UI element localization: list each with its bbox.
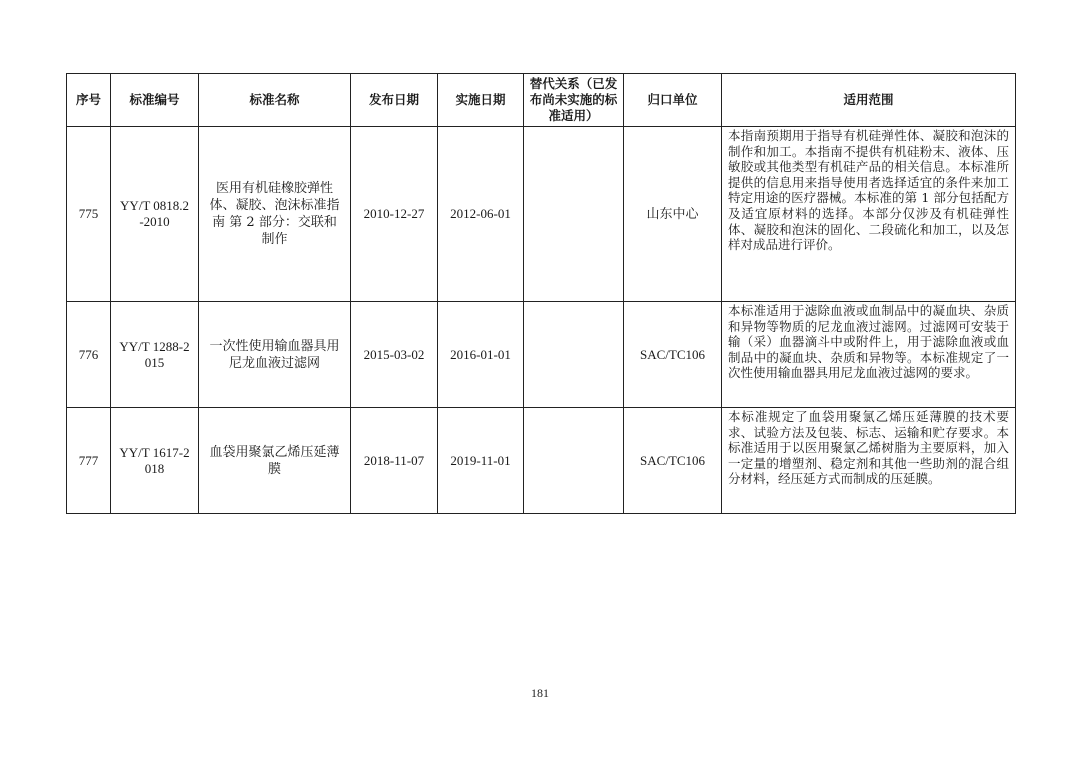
header-scope: 适用范围: [722, 74, 1016, 127]
table-row: [67, 408, 1016, 514]
row-publish-date: 2018-11-07: [351, 408, 438, 514]
row-scope: 本标准适用于滤除血液或血制品中的凝血块、杂质和异物等物质的尼龙血液过滤网。过滤网可安装于输（采）血器滴斗中或附件上，用于滤除血液或血制品中的凝血块、杂质和异物等。本标准规定了一次性使用输血器具用尼龙血液过滤网的要求。: [722, 302, 1016, 408]
header-unit: 归口单位: [624, 74, 722, 127]
row-implement-date: 2016-01-01: [438, 302, 524, 408]
row-code: YY/T 1617-2018: [111, 408, 199, 514]
header-replace: 替代关系（已发布尚未实施的标准适用）: [524, 74, 624, 127]
row-name: 医用有机硅橡胶弹性体、凝胶、泡沫标准指南 第 2 部分：交联和制作: [199, 127, 351, 302]
row-replace: [524, 408, 624, 514]
row-name: 一次性使用输血器具用尼龙血液过滤网: [199, 302, 351, 408]
table-header-row: [67, 74, 1016, 127]
row-seq: 776: [67, 302, 111, 408]
row-code: YY/T 1288-2015: [111, 302, 199, 408]
header-publish-date: 发布日期: [351, 74, 438, 127]
header-name: 标准名称: [199, 74, 351, 127]
row-replace: [524, 127, 624, 302]
row-scope: 本标准规定了血袋用聚氯乙烯压延薄膜的技术要求、试验方法及包装、标志、运输和贮存要求。本标准适用于以医用聚氯乙烯树脂为主要原料，加入一定量的增塑剂、稳定剂和其他一些助剂的混合组分材料，经压延方式而制成的压延膜。: [722, 408, 1016, 514]
row-publish-date: 2015-03-02: [351, 302, 438, 408]
row-publish-date: 2010-12-27: [351, 127, 438, 302]
row-code: YY/T 0818.2-2010: [111, 127, 199, 302]
row-unit: SAC/TC106: [624, 408, 722, 514]
header-seq: 序号: [67, 74, 111, 127]
row-seq: 775: [67, 127, 111, 302]
row-implement-date: 2019-11-01: [438, 408, 524, 514]
table-row: [67, 127, 1016, 302]
page-number: 181: [531, 686, 549, 700]
row-name: 血袋用聚氯乙烯压延薄膜: [199, 408, 351, 514]
row-unit: SAC/TC106: [624, 302, 722, 408]
header-implement-date: 实施日期: [438, 74, 524, 127]
row-replace: [524, 302, 624, 408]
header-code: 标准编号: [111, 74, 199, 127]
row-scope: 本指南预期用于指导有机硅弹性体、凝胶和泡沫的制作和加工。本指南不提供有机硅粉末、液体、压敏胶或其他类型有机硅产品的相关信息。本标准所提供的信息用来指导使用者选择适宜的条件来加工特定用途的医疗器械。本标准的第 1 部分包括配方及适宜原材料的选择。本部分仅涉及有机硅弹性体、凝胶和泡沫的固化、二段硫化和加工，以及怎样对成品进行评价。: [722, 127, 1016, 302]
row-implement-date: 2012-06-01: [438, 127, 524, 302]
table-row: [67, 302, 1016, 408]
standards-table: [66, 73, 1016, 514]
row-unit: 山东中心: [624, 127, 722, 302]
row-seq: 777: [67, 408, 111, 514]
